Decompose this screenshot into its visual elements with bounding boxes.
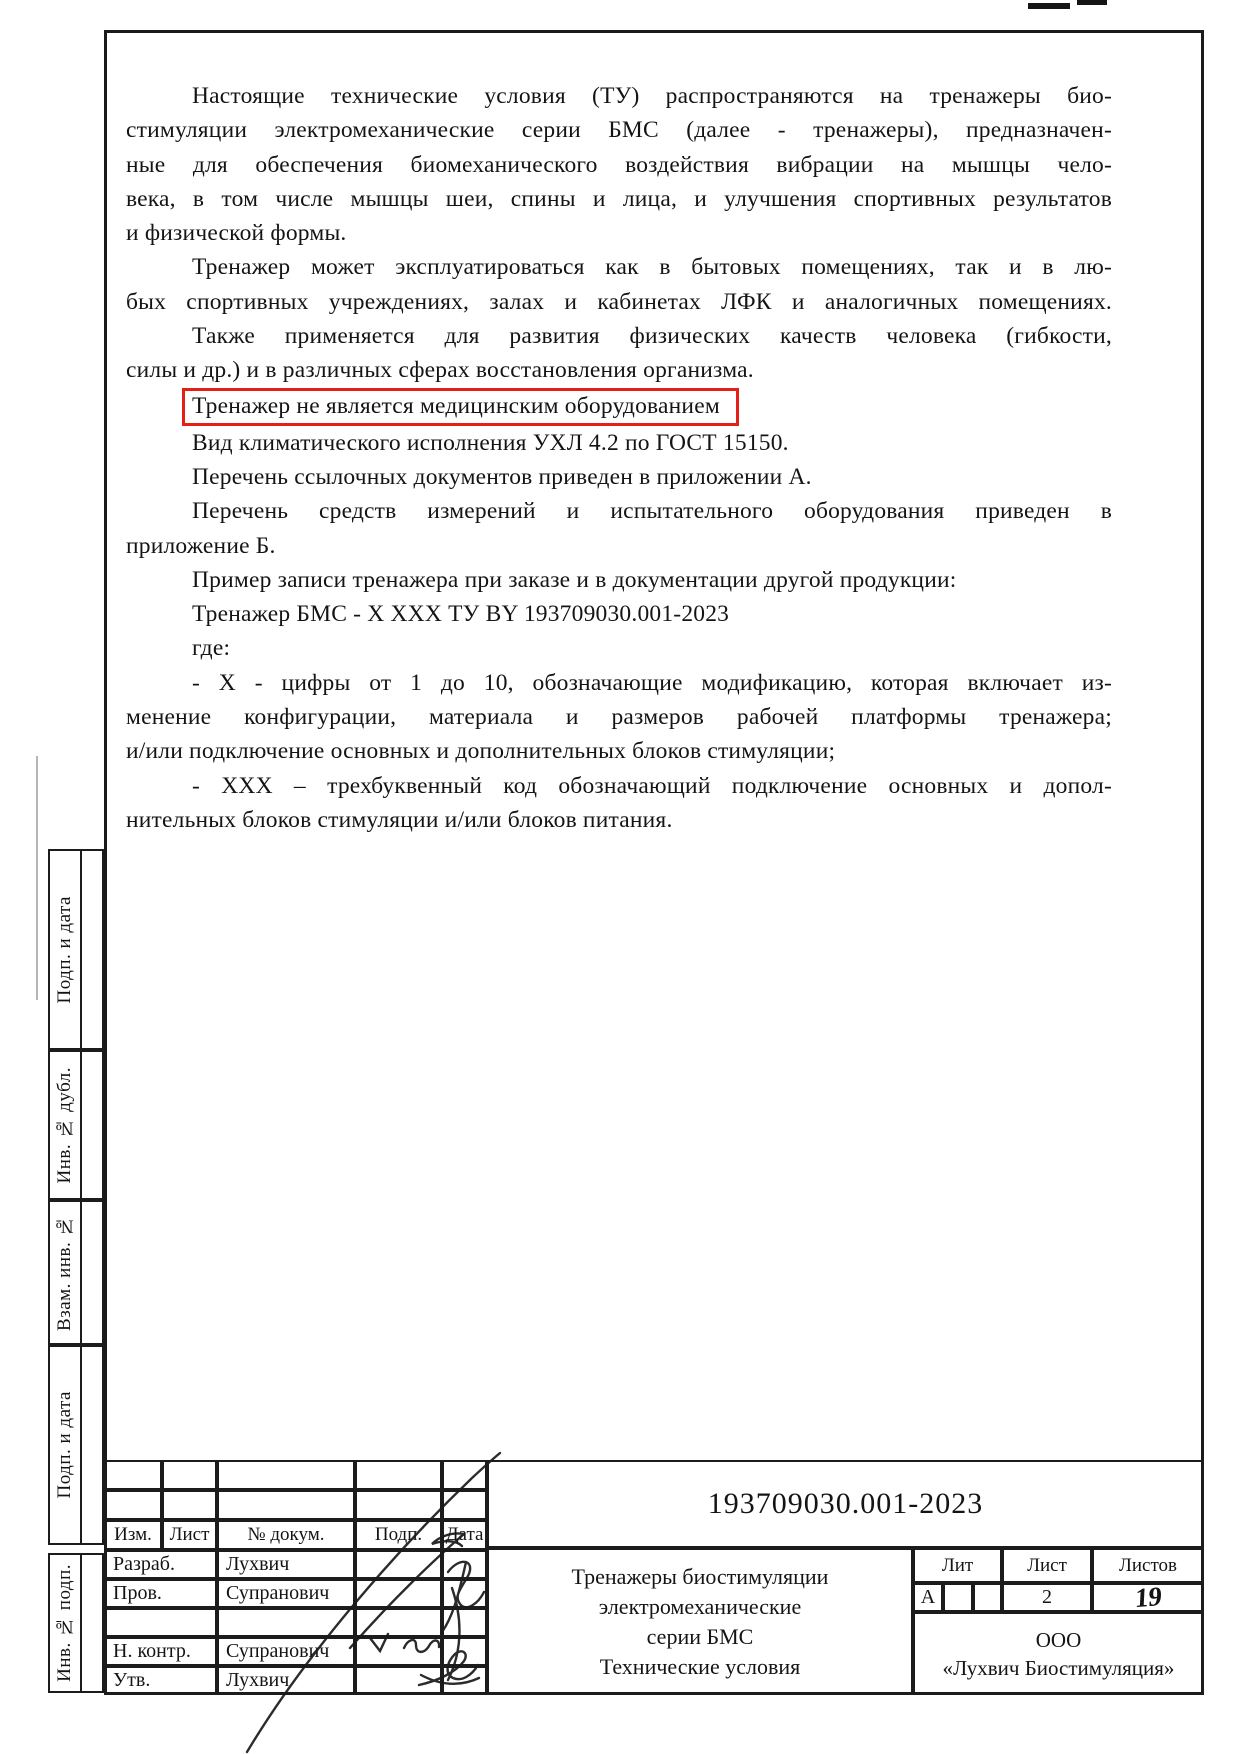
date-nkontr: [442, 1637, 487, 1666]
sig-prov: [355, 1579, 442, 1608]
company-line: ООО: [1035, 1627, 1082, 1652]
stamp-cell-inv-dubl: [48, 1050, 104, 1200]
text-line: Также применяется для развития физических качеств человека (гибкости,: [192, 323, 1112, 350]
doc-title-line: Тренажеры биостимуляции: [571, 1563, 829, 1589]
stamp-label: [50, 1202, 82, 1343]
text-line: нительных блоков стимуляции и/или блоков питания.: [126, 806, 673, 833]
name-razrab: Лухвич: [217, 1550, 355, 1579]
text-line: бых спортивных учреждениях, залах и кабинетах ЛФК и аналогичных помещениях.: [126, 288, 1112, 315]
scan-artifact-dash: [1077, 0, 1107, 5]
amend-cell: [217, 1460, 355, 1490]
header-data: Дата: [442, 1520, 487, 1550]
amend-cell: [162, 1460, 217, 1490]
text-line: Тренажер БМС - Х ХХХ ТУ BY 193709030.001-2023: [192, 601, 730, 628]
stamp-cell-inv-podl: [48, 1553, 104, 1693]
amend-cell: [355, 1490, 442, 1520]
header-podp: Подп.: [355, 1520, 442, 1550]
text-line: - Х - цифры от 1 до 10, обозначающие модификацию, которая включает из-: [192, 669, 1112, 696]
doc-number-cell: 193709030.001-2023: [487, 1460, 1204, 1548]
stamp-cell-podp-data-2: [48, 1345, 104, 1545]
text-line: Перечень ссылочных документов приведен в приложении А.: [192, 463, 812, 490]
text-line: ные для обеспечения биомеханического воздействия вибрации на мышцы чело-: [126, 151, 1112, 178]
role-nkontr: Н. контр.: [104, 1637, 217, 1666]
name-prov: Супранович: [217, 1579, 355, 1608]
name-nkontr: Супранович: [217, 1637, 355, 1666]
role-prov: Пров.: [104, 1579, 217, 1608]
company-line: «Лухвич Биостимуляция»: [942, 1655, 1175, 1680]
text-line: приложение Б.: [126, 532, 276, 559]
text-line: Вид климатического исполнения УХЛ 4.2 по ГОСТ 15150.: [192, 429, 789, 456]
stamp-label: [50, 1347, 82, 1543]
stamp-cell-podp-data-1: [48, 849, 104, 1050]
text-line: Перечень средств измерений и испытательного оборудования приведен в: [192, 498, 1112, 525]
date-prov: [442, 1579, 487, 1608]
date-empty: [442, 1608, 487, 1637]
stamp-label-text: Взам. инв. №: [54, 1214, 75, 1331]
stamp-label-text: Подп. и дата: [54, 895, 75, 1004]
doc-title-line: серии БМС: [646, 1623, 754, 1649]
lit-subcell: [973, 1583, 1002, 1612]
company-cell: [913, 1612, 1204, 1695]
doc-title-line: электромеханические: [598, 1593, 802, 1619]
amend-cell: [162, 1490, 217, 1520]
text-line: Настоящие технические условия (ТУ) распространяются на тренажеры био-: [192, 83, 1112, 109]
date-utv: [442, 1666, 487, 1695]
lit-value: А: [913, 1583, 943, 1612]
sheet-value: 2: [1002, 1583, 1092, 1612]
role-utv: Утв.: [104, 1666, 217, 1695]
stamp-label: [50, 851, 82, 1048]
header-sheet: Лист: [1002, 1548, 1092, 1583]
text-line: и/или подключение основных и дополнительных блоков стимуляции;: [126, 738, 836, 765]
stamp-label-text: Подп. и дата: [54, 1391, 75, 1499]
name-utv: Лухвич: [217, 1666, 355, 1695]
header-izm: Изм.: [104, 1520, 162, 1550]
text-line: Тренажер может эксплуатироваться как в бытовых помещениях, так и в лю-: [192, 254, 1112, 281]
lit-subcell: [943, 1583, 973, 1612]
scan-artifact-dash: [1028, 3, 1070, 9]
text-line: - ХХХ – трехбуквенный код обозначающий подключение основных и допол-: [192, 772, 1112, 799]
stamp-label: [50, 1555, 82, 1691]
role-razrab: Разраб.: [104, 1550, 217, 1579]
amend-cell: [104, 1460, 162, 1490]
text-line: [126, 388, 1112, 426]
red-highlight-box: Тренажер не является медицинским оборудованием: [182, 388, 739, 426]
amend-cell: [442, 1490, 487, 1520]
header-lit: Лит: [913, 1548, 1002, 1583]
role-empty: [104, 1608, 217, 1637]
text-line: стимуляции электромеханические серии БМС (далее - тренажеры), предназначен-: [126, 117, 1112, 144]
header-list: Лист: [162, 1520, 217, 1550]
sig-empty: [355, 1608, 442, 1637]
stamp-label-text: Инв. № дубл.: [54, 1066, 75, 1184]
text-line: силы и др.) и в различных сферах восстановления организма.: [126, 357, 754, 384]
amend-cell: [442, 1460, 487, 1490]
sig-razrab: [355, 1550, 442, 1579]
name-empty: [217, 1608, 355, 1637]
text-line: где:: [192, 635, 231, 662]
sig-nkontr: [355, 1637, 442, 1666]
sheets-total-value: [1092, 1580, 1204, 1614]
date-razrab: [442, 1550, 487, 1579]
text-line: Пример записи тренажера при заказе и в документации другой продукции:: [192, 566, 957, 593]
amend-cell: [355, 1460, 442, 1490]
stamp-label: [50, 1052, 82, 1198]
stamp-cell-vzam-inv: [48, 1200, 104, 1345]
text-line: и физической формы.: [126, 220, 347, 247]
doc-title-line: Технические условия: [599, 1653, 801, 1679]
text-line: менение конфигурации, материала и размеров рабочей платформы тренажера;: [126, 704, 1112, 731]
stamp-label-text: Инв. № подп.: [54, 1564, 75, 1682]
sig-utv: [355, 1666, 442, 1695]
handwritten-sheets-total: 19: [1133, 1580, 1163, 1614]
header-sheets-total: Листов: [1092, 1548, 1204, 1583]
text-line: века, в том числе мышцы шеи, спины и лица, и улучшения спортивных результатов: [126, 185, 1112, 212]
scan-artifact-line: [36, 756, 38, 1000]
amend-cell: [217, 1490, 355, 1520]
doc-title-cell: [487, 1548, 913, 1695]
amend-cell: [104, 1490, 162, 1520]
header-dokum: № докум.: [217, 1520, 355, 1550]
document-text: [126, 79, 1112, 837]
